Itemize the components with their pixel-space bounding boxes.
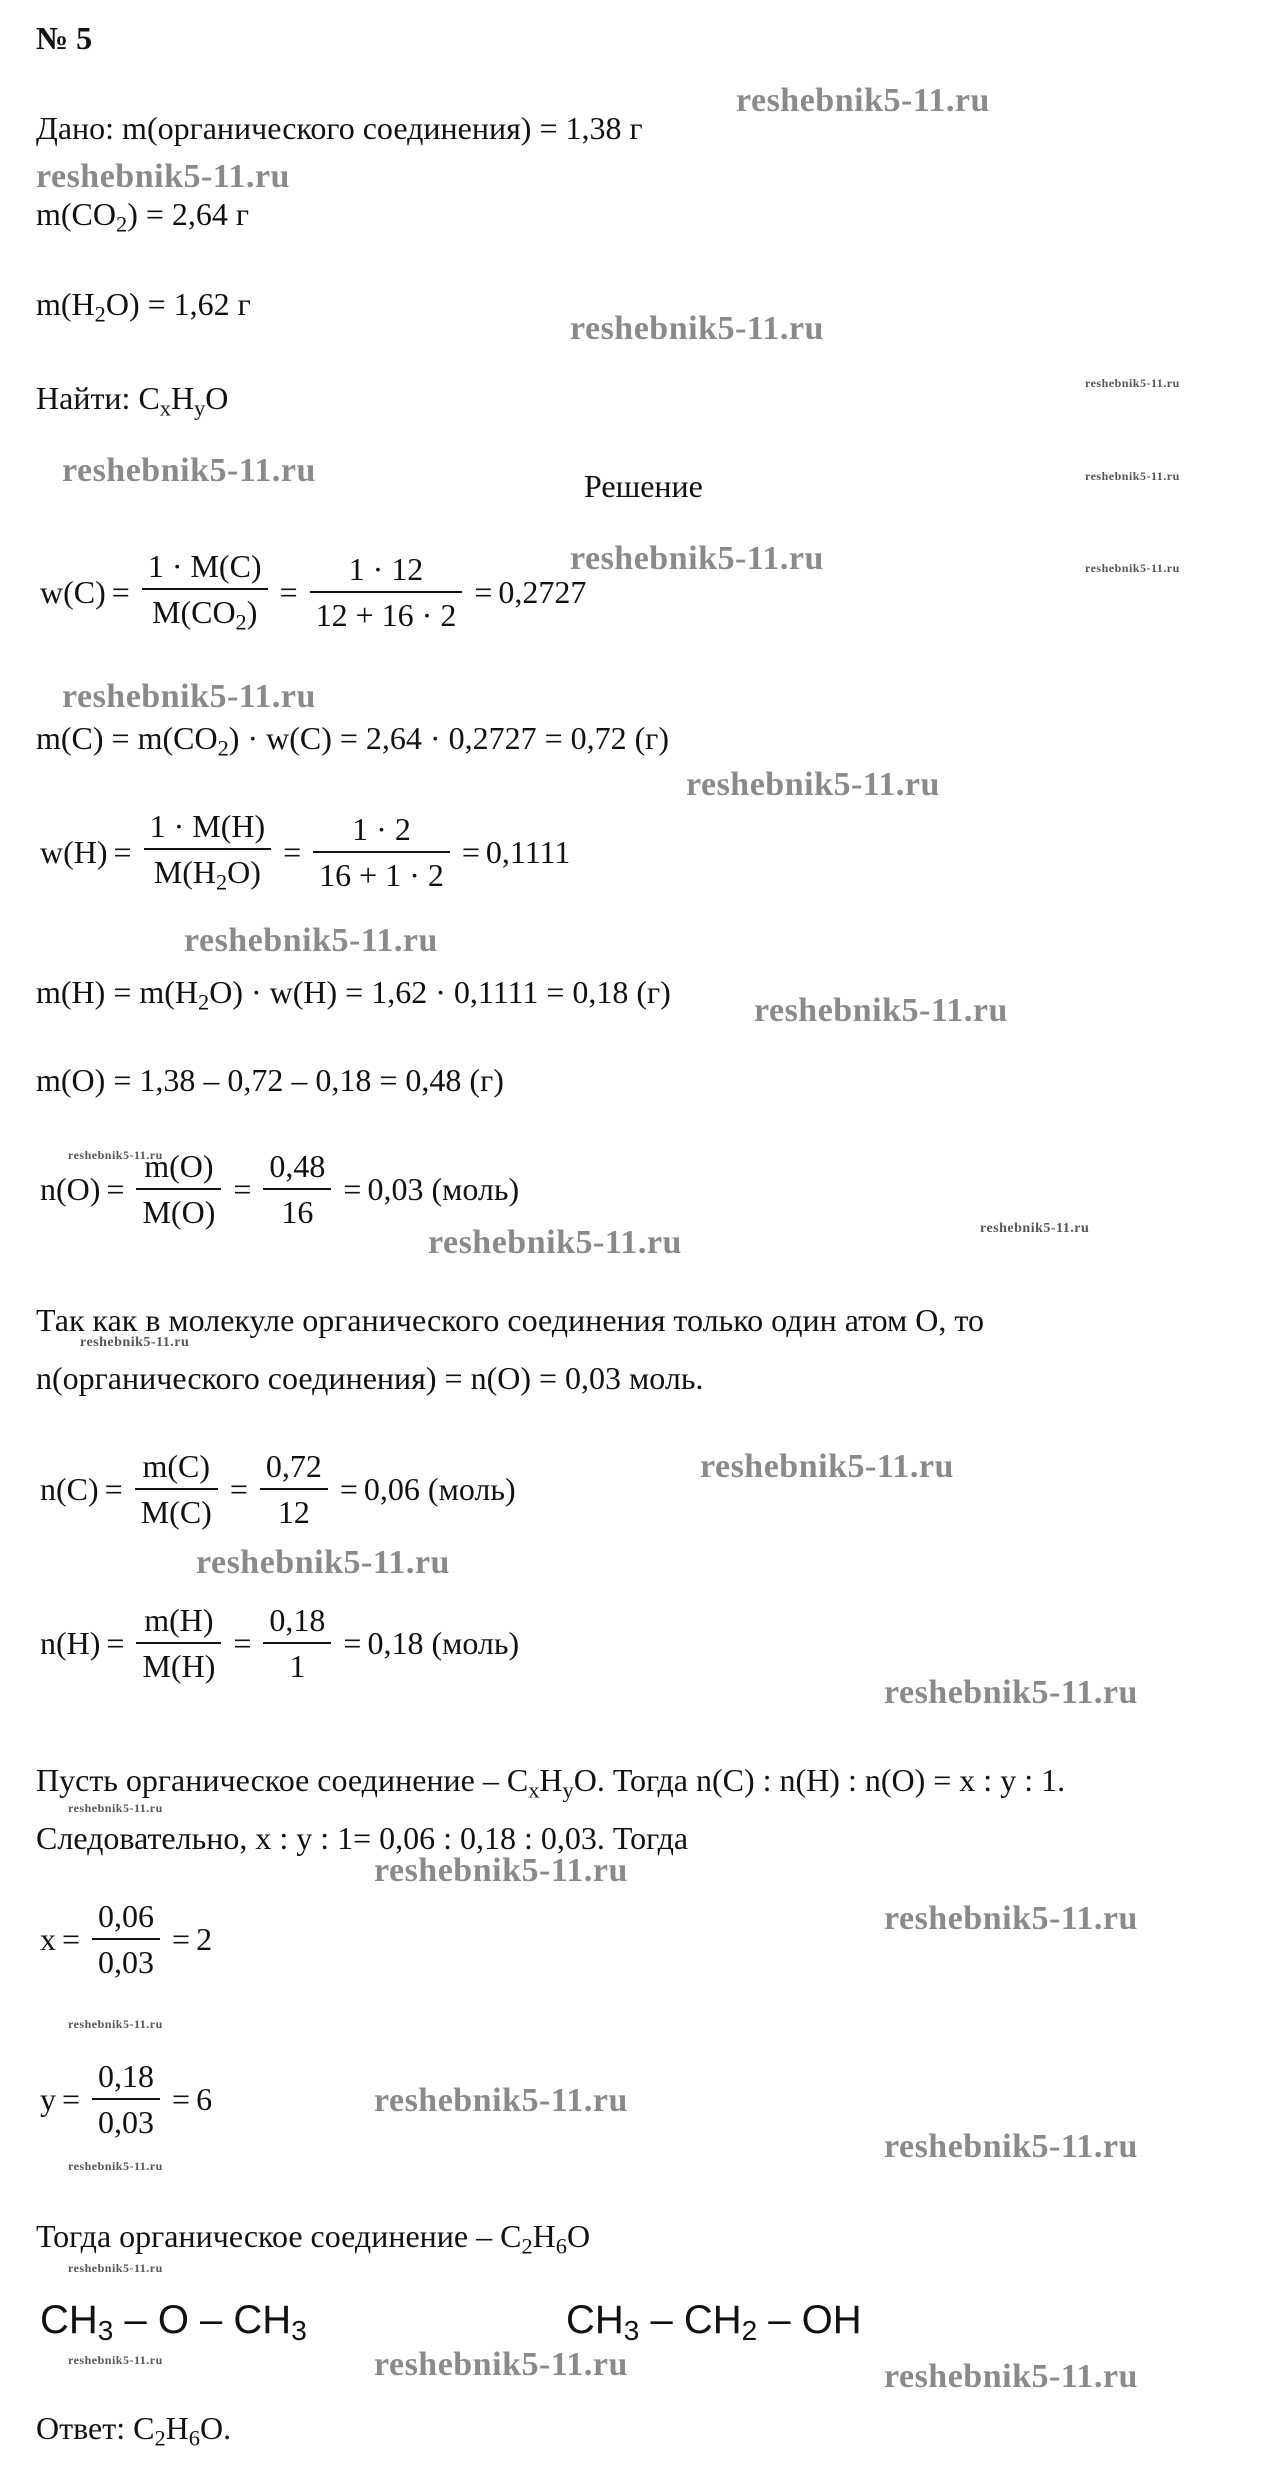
- watermark: reshebnik5-11.ru: [62, 678, 316, 715]
- watermark: reshebnik5-11.ru: [374, 2082, 628, 2119]
- watermark: reshebnik5-11.ru: [1085, 376, 1180, 390]
- answer: Ответ: $C_2H_6O$.: [36, 2410, 232, 2451]
- watermark: reshebnik5-11.ru: [374, 2346, 628, 2383]
- given-mass-h2o: $m(H_2O) = 1,62$ г: [36, 286, 251, 327]
- watermark: reshebnik5-11.ru: [80, 1335, 190, 1350]
- watermark: reshebnik5-11.ru: [62, 452, 316, 489]
- formula-mass-fraction-hydrogen: w(H) = $\frac{1 \cdot M(H)}{M(H_2O)}$ = $\frac{1 \cdot 2}{16 + 1 \cdot 2}$ = 0,1111: [40, 808, 571, 895]
- watermark: reshebnik5-11.ru: [736, 82, 990, 119]
- text-let-compound: Пусть органическое соединение – $C_xH_yO$. Тогда n(C) : n(H) : n(O) = x : y : 1.: [36, 1762, 1066, 1803]
- formula-moles-carbon: n(C) = $\frac{m(C)}{M(C)}$ = $\frac{0,72}{12}$ = 0,06 (моль): [40, 1448, 516, 1530]
- watermark: reshebnik5-11.ru: [754, 992, 1008, 1029]
- watermark: reshebnik5-11.ru: [570, 540, 824, 577]
- formula-mass-fraction-carbon: w(C) = $\frac{1 \cdot M(C)}{M(CO_2)}$ = $\frac{1 \cdot 12}{12 + 16 \cdot 2}$ = 0,2727: [40, 548, 587, 635]
- formula-moles-oxygen: n(O) = $\frac{m(O)}{M(O)}$ = $\frac{0,48}{16}$ = 0,03 (моль): [40, 1148, 520, 1230]
- text-compound-formula: Тогда органическое соединение – $C_2H_6O$: [36, 2218, 591, 2259]
- watermark: reshebnik5-11.ru: [884, 1900, 1138, 1937]
- formula-x: x = $\frac{0,06}{0,03}$ = 2: [40, 1898, 213, 1980]
- watermark: reshebnik5-11.ru: [68, 1148, 163, 1162]
- watermark: reshebnik5-11.ru: [68, 2353, 163, 2367]
- watermark: reshebnik5-11.ru: [884, 2128, 1138, 2165]
- structure-dimethyl-ether: CH3 – O – CH3: [40, 2298, 307, 2346]
- watermark: reshebnik5-11.ru: [68, 1801, 163, 1815]
- watermark: reshebnik5-11.ru: [700, 1448, 954, 1485]
- text-moles-compound: n(органического соединения) = n(O) = 0,03 моль.: [36, 1360, 704, 1396]
- solution-title: Решение: [584, 468, 703, 504]
- page-title: № 5: [36, 20, 93, 56]
- mass-oxygen: m(O) = 1,38 – 0,72 – 0,18 = 0,48 (г): [36, 1062, 504, 1098]
- watermark: reshebnik5-11.ru: [884, 2358, 1138, 2395]
- mass-hydrogen: $m(H) = m(H_2O) \cdot w(H) = 1,62 \cdot 0,1111 = 0,18$ (г): [36, 974, 671, 1015]
- structure-ethanol: CH3 – CH2 – OH: [566, 2298, 862, 2346]
- watermark: reshebnik5-11.ru: [980, 1221, 1090, 1236]
- watermark: reshebnik5-11.ru: [1085, 469, 1180, 483]
- formula-moles-hydrogen: n(H) = $\frac{m(H)}{M(H)}$ = $\frac{0,18}{1}$ = 0,18 (моль): [40, 1602, 520, 1684]
- watermark: reshebnik5-11.ru: [1085, 561, 1180, 575]
- given-mass-compound: Дано: m(органического соединения) = 1,38 г: [36, 110, 643, 146]
- watermark: reshebnik5-11.ru: [686, 766, 940, 803]
- watermark: reshebnik5-11.ru: [570, 310, 824, 347]
- watermark: reshebnik5-11.ru: [68, 2261, 163, 2275]
- watermark: reshebnik5-11.ru: [884, 1674, 1138, 1711]
- find-formula: Найти: $C_xH_yO$: [36, 380, 229, 421]
- watermark: reshebnik5-11.ru: [68, 2159, 163, 2173]
- watermark: reshebnik5-11.ru: [428, 1224, 682, 1261]
- given-mass-co2: $m(CO_2) = 2,64$ г: [36, 196, 250, 237]
- text-one-oxygen-atom: Так как в молекуле органического соединения только один атом O, то: [36, 1302, 984, 1338]
- watermark: reshebnik5-11.ru: [374, 1852, 628, 1889]
- formula-y: y = $\frac{0,18}{0,03}$ = 6: [40, 2058, 213, 2140]
- watermark: reshebnik5-11.ru: [184, 922, 438, 959]
- text-ratio: Следовательно, x : y : 1= 0,06 : 0,18 : 0,03. Тогда: [36, 1820, 689, 1856]
- watermark: reshebnik5-11.ru: [196, 1544, 450, 1581]
- watermark: reshebnik5-11.ru: [36, 158, 290, 195]
- watermark: reshebnik5-11.ru: [68, 2017, 163, 2031]
- mass-carbon: $m(C) = m(CO_2) \cdot w(C) = 2,64 \cdot 0,2727 = 0,72$ (г): [36, 720, 670, 761]
